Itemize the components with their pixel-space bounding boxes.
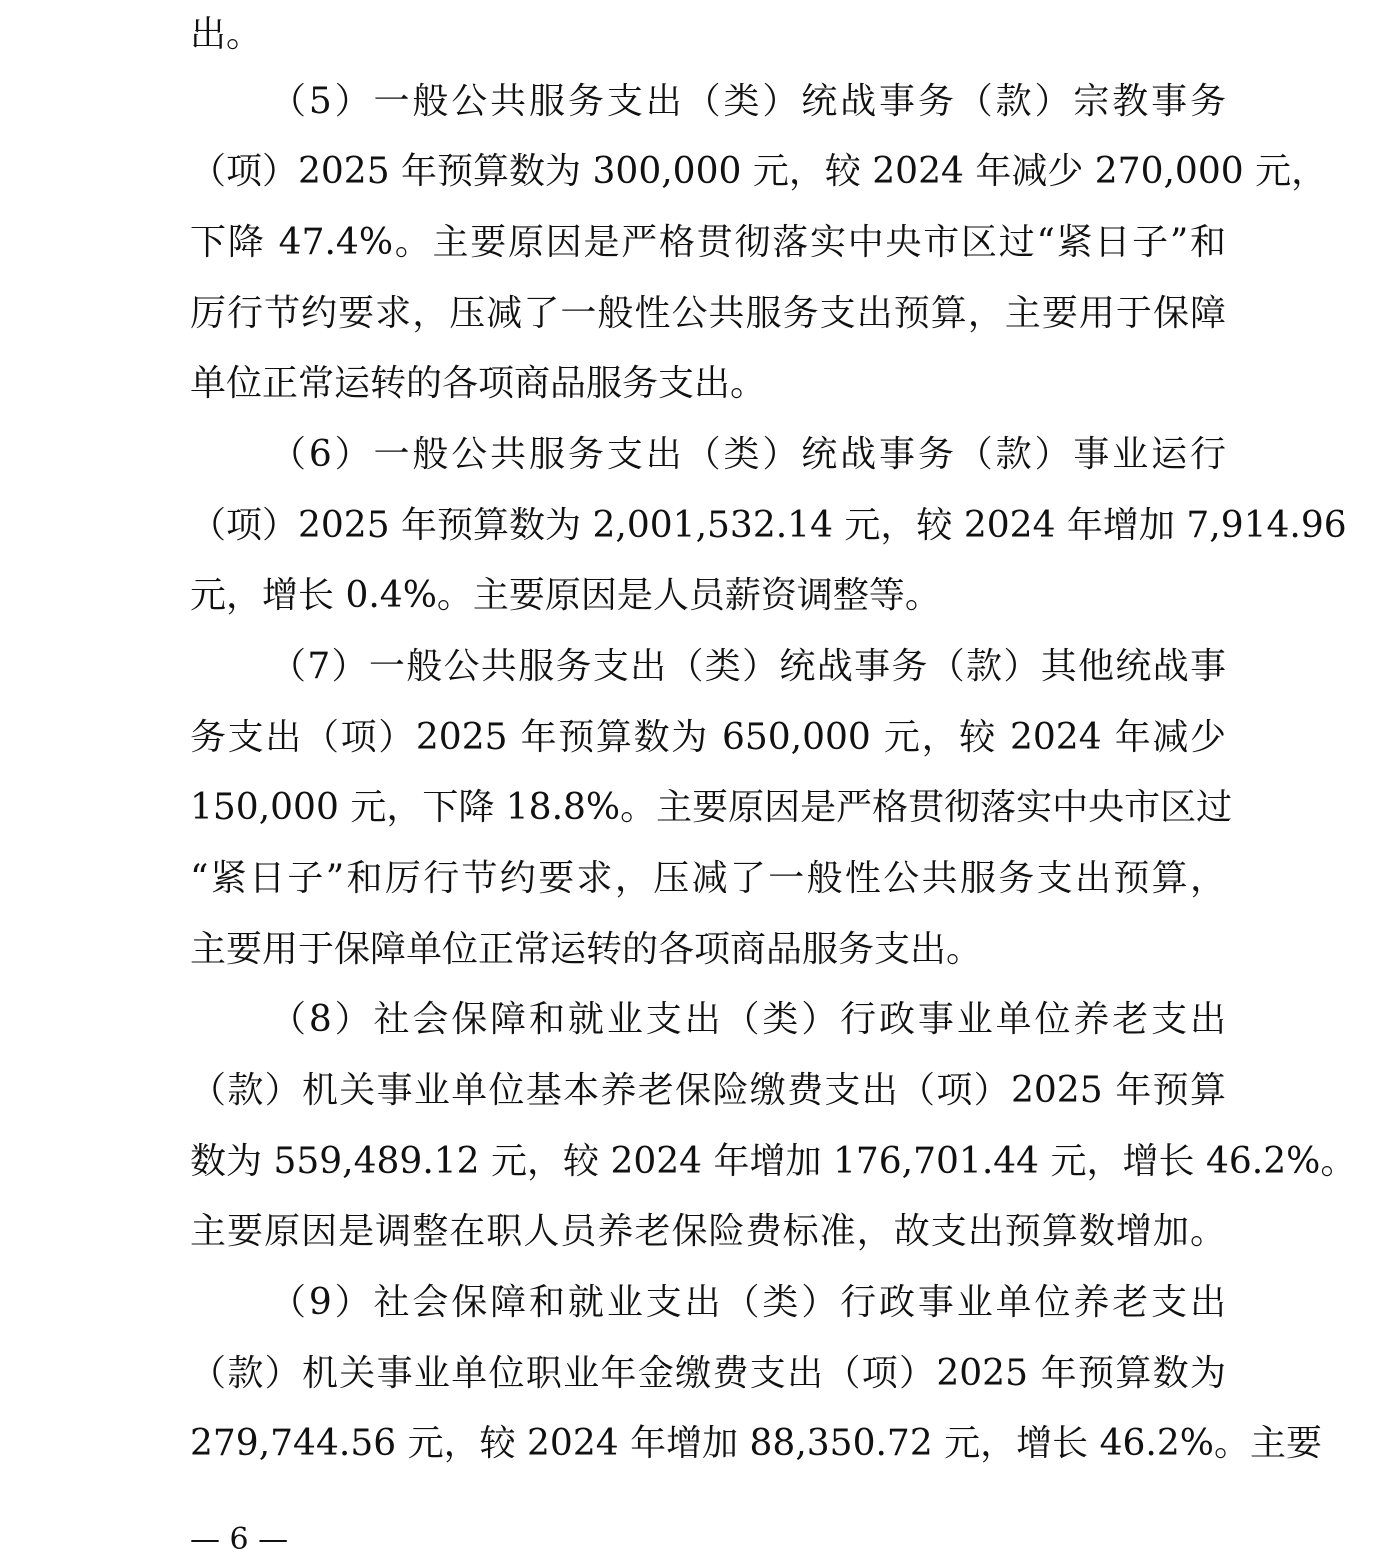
paragraph-6-line: （6）一般公共服务支出（类）统战事务（款）事业运行	[270, 434, 1226, 475]
text-line: 150,000 元，下降 18.8%。主要原因是严格贯彻落实中央市区过	[190, 787, 1233, 828]
text-line: （项）2025 年预算数为 2,001,532.14 元，较 2024 年增加 7,914.96	[190, 505, 1347, 546]
paragraph-5-line: （5）一般公共服务支出（类）统战事务（款）宗教事务	[270, 81, 1226, 122]
text-line: （款）机关事业单位职业年金缴费支出（项）2025 年预算数为	[190, 1353, 1226, 1394]
text-line: 单位正常运转的各项商品服务支出。	[190, 363, 767, 404]
text-line: 元，增长 0.4%。主要原因是人员薪资调整等。	[190, 575, 941, 616]
text-line: 厉行节约要求，压减了一般性公共服务支出预算，主要用于保障	[190, 293, 1226, 334]
page-number: — 6 —	[190, 1522, 289, 1557]
text-line: （款）机关事业单位基本养老保险缴费支出（项）2025 年预算	[190, 1070, 1226, 1111]
text-line: 主要用于保障单位正常运转的各项商品服务支出。	[190, 929, 983, 970]
paragraph-9-line: （9）社会保障和就业支出（类）行政事业单位养老支出	[270, 1282, 1226, 1323]
text-line: 主要原因是调整在职人员养老保险费标准，故支出预算数增加。	[190, 1211, 1226, 1252]
text-line: “紧日子”和厉行节约要求，压减了一般性公共服务支出预算，	[190, 858, 1226, 899]
text-line: 出。	[190, 14, 263, 55]
text-line: 279,744.56 元，较 2024 年增加 88,350.72 元，增长 46.2%。主要	[190, 1423, 1322, 1464]
paragraph-7-line: （7）一般公共服务支出（类）统战事务（款）其他统战事	[270, 646, 1226, 687]
text-line: 务支出（项）2025 年预算数为 650,000 元，较 2024 年减少	[190, 717, 1226, 758]
text-line: 数为 559,489.12 元，较 2024 年增加 176,701.44 元，增长 46.2%。	[190, 1141, 1357, 1182]
text-line: （项）2025 年预算数为 300,000 元，较 2024 年减少 270,000 元，	[190, 151, 1328, 192]
text-line: 下降 47.4%。主要原因是严格贯彻落实中央市区过“紧日子”和	[190, 222, 1226, 263]
paragraph-8-line: （8）社会保障和就业支出（类）行政事业单位养老支出	[270, 999, 1226, 1040]
